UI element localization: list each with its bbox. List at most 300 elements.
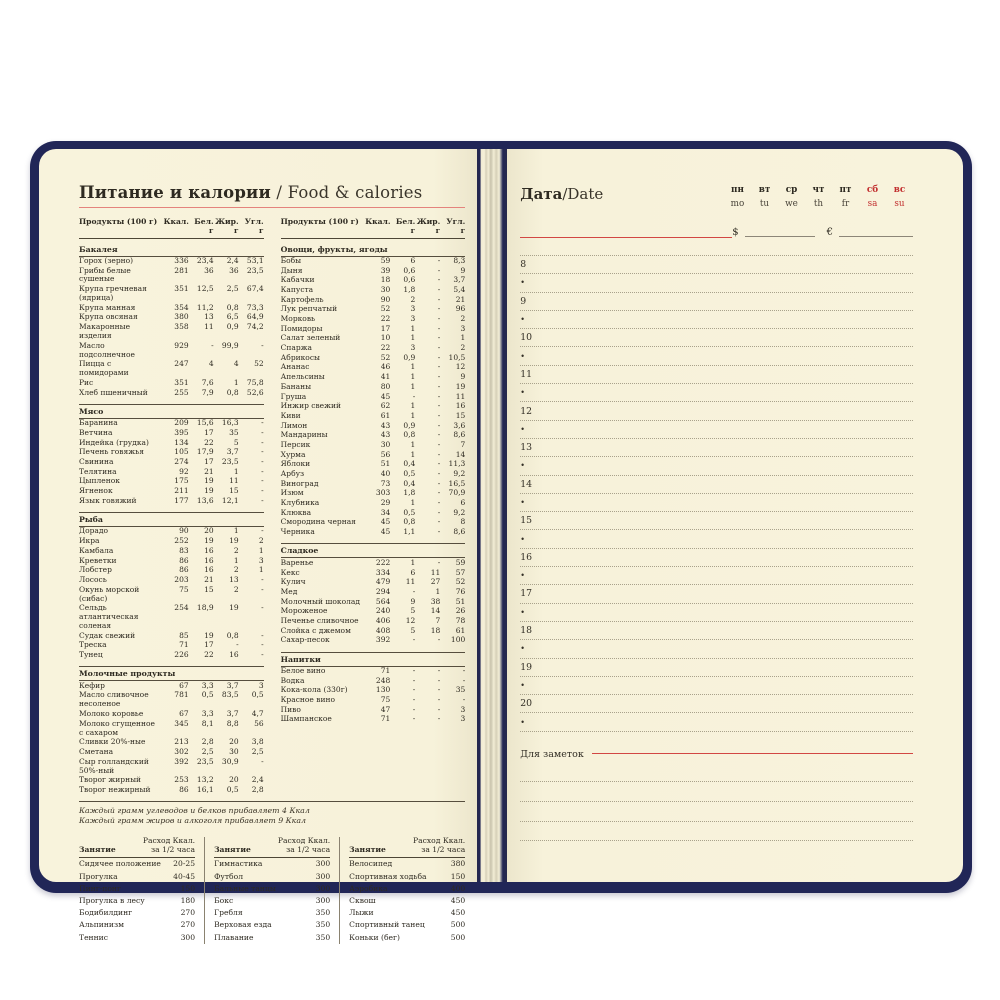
cell-value: - [437,498,441,508]
cell-product: Сливки 20%-ные [79,737,146,747]
cell-value: 18,9 [196,603,214,613]
cell-product: Сыр голландский 50%-ный [79,756,149,775]
table-row [79,285,264,304]
cell-value: 209 [174,418,189,428]
table-row [79,323,264,342]
note-line [520,763,913,783]
cell-value: - [437,469,441,479]
cell-value: - [412,675,416,685]
activity-name: Плавание [214,932,254,942]
cell-value: 7 [460,439,466,449]
cell-value: - [437,666,441,676]
weekday-en: fr [841,199,850,209]
cell-product: Апельсины [280,372,325,382]
cell-product: Творог нежирный [79,784,151,794]
cell-value: - [437,323,441,333]
cell-value: - [437,352,441,362]
cell-value: - [437,304,441,314]
cell-value: 2,5 [201,747,214,757]
cell-value: 41 [380,372,391,382]
cell-product: Инжир свежий [280,401,342,411]
table-row [281,412,466,422]
cell-value: 51 [380,459,391,469]
activity-row [214,883,330,895]
cell-value: 0,9 [226,322,239,332]
cell-value: 0,5 [403,469,416,479]
table-row [281,257,466,267]
rate-col-header [413,837,465,855]
page-title-ru: Питание и калории [79,183,271,202]
cell-value: 1 [460,333,466,343]
activity-col-header: Занятие [214,845,251,855]
half-hour-row: • [520,604,913,622]
hour-row-10: 10 [520,329,913,347]
left-page-food-calories [39,149,477,942]
column-header: Угл. г [446,217,466,235]
date-label-en: /Date [562,185,604,203]
cell-value: 16,1 [196,784,214,794]
cell-value: 56 [380,449,391,459]
cell-value: 3 [258,680,264,690]
weekday-ru: чт [812,185,825,195]
column-header: Жир. г [416,217,441,235]
cell-value: 17 [204,457,214,467]
cell-value: - [437,478,441,488]
cell-value: 406 [375,615,391,625]
weekday-en: su [894,199,905,209]
daily-page-header [520,185,913,209]
cell-value: 43 [380,430,391,440]
cell-product: Сахар-песок [280,635,330,645]
activity-row [349,919,465,931]
cell-value: 52,6 [246,387,264,397]
activity-kcal: 300 [315,896,331,906]
cell-value: - [261,584,264,594]
cell-value: 2,8 [251,784,264,794]
cell-value: 0,5 [251,690,264,700]
cell-value: 1 [410,362,416,372]
cell-value: 19 [204,486,214,496]
activity-kcal: 350 [315,908,331,918]
cell-value: - [261,476,264,486]
cell-value: - [412,391,416,401]
table-row [281,636,466,646]
cell-product: Капуста [280,284,314,294]
cell-value: 247 [174,359,189,369]
hour-row-16: 16 [520,549,913,567]
cell-value: 16,3 [221,418,239,428]
cell-product: Красное вино [280,695,335,705]
cell-value: 392 [375,635,391,645]
activity-name: Сквош [349,896,376,906]
cell-value: 3,7 [226,680,239,690]
cell-value: 1,1 [403,527,416,537]
cell-value: - [437,430,441,440]
food-table-column-2 [281,217,466,795]
activity-group [204,837,339,944]
cell-value: 30 [380,284,391,294]
table-row [281,441,466,451]
weekday-ru: вт [758,185,771,195]
hour-row-8: 8 [520,256,913,274]
cell-product: Водка [280,675,305,685]
table-row [281,344,466,354]
activity-row [79,919,195,931]
cell-value: 2,8 [201,737,214,747]
cell-product: Слойка с джемом [280,625,351,635]
cell-product: Черника [280,527,315,537]
cell-product: Изюм [280,488,304,498]
cell-value: 10,5 [448,352,466,362]
cell-product: Сметана [79,747,114,757]
cell-product: Мед [280,586,298,596]
cell-product: Крупа манная [79,302,136,312]
cell-value: 52 [455,577,466,587]
cell-value: - [437,255,441,265]
cell-value: 1 [435,586,441,596]
cell-value: 21 [455,294,466,304]
cell-value: 1,8 [403,284,416,294]
half-hour-row: • [520,274,913,292]
date-label [520,185,603,203]
cell-value: - [412,586,416,596]
cell-value: - [437,714,441,724]
column-header: Бел. г [194,217,214,235]
weekday-su [886,185,913,209]
cell-value: 1 [258,565,264,575]
cell-value: 8 [460,517,466,527]
cell-value: 19 [229,536,239,546]
cell-product: Кефир [79,680,105,690]
cell-value: 1 [410,449,416,459]
cell-product: Тунец [79,650,103,660]
cell-product: Молоко коровье [79,709,144,719]
table-row [79,757,264,776]
cell-value: 13 [204,312,214,322]
weekday-ru: вс [893,185,906,195]
cell-value: 15 [229,486,239,496]
cell-value: 47 [380,704,391,714]
table-row [79,651,264,661]
cell-product: Молочный шоколад [280,596,360,606]
cell-value: 3,7 [453,275,466,285]
cell-product: Клубника [280,498,320,508]
activity-name: Прогулка в лесу [79,896,145,906]
cell-product: Цыпленок [79,476,120,486]
cell-value: 3 [410,314,416,324]
cell-value: 130 [375,685,391,695]
cell-product: Кабачки [280,275,315,285]
cell-product: Дорадо [79,526,109,536]
half-hour-row: • [520,457,913,475]
cell-product: Виноград [280,478,319,488]
cell-value: 4,7 [251,709,264,719]
cell-product: Икра [79,536,100,546]
cell-value: 0,5 [201,690,214,700]
cell-value: - [437,517,441,527]
activity-kcal: 180 [180,896,196,906]
dollar-amount-line [745,226,815,237]
cell-value: - [261,486,264,496]
cell-value: - [412,685,416,695]
cell-value: - [437,401,441,411]
cell-value: 8,1 [201,718,214,728]
activity-kcal: 500 [450,932,466,942]
cell-value: 45 [380,391,391,401]
note-line [520,802,913,822]
cell-product: Лобстер [79,565,112,575]
cell-value: 5 [233,437,239,447]
cell-value: 64,9 [246,312,264,322]
cell-value: 358 [174,322,189,332]
rate-header-line1: Расход Ккал. [413,835,466,845]
cell-value: 18 [430,625,441,635]
half-hour-row: • [520,567,913,585]
cell-product: Ананас [280,362,310,372]
cell-product: Смородина черная [280,517,356,527]
activity-row [349,871,465,883]
activity-row [79,907,195,919]
cell-product: Треска [79,640,107,650]
activity-kcal: 400 [450,883,466,893]
cell-value: - [437,527,441,537]
cell-value: 71 [380,714,391,724]
cell-value: 67 [179,709,189,719]
cell-product: Шампанское [280,714,332,724]
cell-value: 20 [229,775,239,785]
cell-value: 1 [233,526,239,536]
cell-value: 16,5 [448,478,466,488]
cell-value: 86 [179,565,189,575]
cell-value: 16 [204,545,214,555]
cell-product: Телятина [79,466,117,476]
cell-value: 248 [375,675,391,685]
cell-value: - [261,418,264,428]
rate-col-header [278,837,330,855]
table-row [281,667,466,677]
cell-value: 17 [380,323,391,333]
cell-value: 0,8 [226,302,239,312]
activity-kcal: 350 [315,920,331,930]
right-page-daily [507,149,963,882]
cell-value: 30 [229,747,239,757]
date-entry-line [520,225,732,238]
rate-col-header [143,837,195,855]
cell-value: - [437,265,441,275]
activity-row [214,907,330,919]
cell-value: 30 [380,439,391,449]
cell-value: 86 [179,784,189,794]
cell-value: 8,3 [453,255,466,265]
cell-value: 52 [380,304,391,314]
cell-value: 96 [455,304,466,314]
cell-value: - [261,640,264,650]
cell-value: 18 [380,275,391,285]
table-row [281,696,466,706]
cell-product: Кулич [280,577,306,587]
cell-value: - [437,635,441,645]
table-row [79,341,264,360]
cell-value: 22 [204,650,214,660]
cell-value: 35 [455,685,466,695]
cell-value: 134 [174,437,189,447]
cell-product: Клюква [280,507,312,517]
cell-value: 13 [229,574,239,584]
cell-value: - [437,333,441,343]
footnote-line: Каждый грамм жиров и алкоголя прибавляет 9 Ккал [79,816,306,826]
cell-product: Баранина [79,418,118,428]
cell-value: 294 [375,586,391,596]
cell-value: 0,8 [226,387,239,397]
cell-value: 3 [460,323,466,333]
cell-value: 71 [380,666,391,676]
cell-value: 11 [204,322,214,332]
cell-value: 75 [179,584,189,594]
activity-kcal: 20-25 [173,859,196,869]
cell-value: 35 [229,427,239,437]
cell-value: 380 [174,312,189,322]
rate-header-line1: Расход Ккал. [142,835,196,845]
cell-value: 38 [430,596,441,606]
activity-name: Бодибилдинг [79,908,133,918]
activity-row [349,883,465,895]
activity-name: Прогулка [79,871,118,881]
cell-value: - [437,391,441,401]
cell-value: - [437,343,441,353]
cell-value: 16 [204,565,214,575]
cell-value: 12 [405,615,416,625]
table-row [79,257,264,267]
cell-value: - [437,275,441,285]
half-hour-row: • [520,384,913,402]
weekday-ru: ср [785,185,798,195]
cell-value: - [437,294,441,304]
cell-value: 19 [229,603,239,613]
cell-value: 9 [410,596,416,606]
cell-value: - [462,695,466,705]
weekday-en: th [813,199,824,209]
cell-value: - [261,466,264,476]
cell-value: 11,3 [448,459,466,469]
cell-value: 3,8 [251,737,264,747]
column-header: Бел. г [395,217,416,235]
cell-value: 23,5 [221,457,239,467]
cell-value: 0,5 [226,784,239,794]
table-row [79,266,264,285]
cell-product: Пицца с помидорами [79,359,129,378]
cell-value: 1 [410,323,416,333]
cell-value: 17 [204,640,214,650]
cell-value: 392 [174,756,189,766]
activity-row [214,932,330,944]
cell-value: 23,5 [246,265,264,275]
notes-red-rule [592,753,913,754]
cell-value: 99,9 [221,340,239,350]
hour-row-9: 9 [520,293,913,311]
cell-value: 34 [380,507,391,517]
cell-value: 3,3 [201,709,214,719]
euro-amount-line [839,226,913,237]
weekday-en: we [785,199,798,209]
cell-value: 19 [204,536,214,546]
weekday-ru: пт [839,185,852,195]
cell-value: 23,4 [196,255,214,265]
activity-row [79,932,195,944]
hour-row-13: 13 [520,439,913,457]
activity-name: Пинг-понг [79,883,121,893]
activity-name: Гребля [214,908,243,918]
weekday-ru: пн [731,185,744,195]
cell-value: 2,5 [226,284,239,294]
rate-header-line2: за 1/2 часа [286,844,331,854]
cell-value: 59 [380,255,391,265]
activity-kcal: 500 [450,920,466,930]
cell-value: 1 [410,333,416,343]
cell-value: - [261,495,264,505]
cell-value: 12,5 [196,284,214,294]
cell-value: 15 [204,584,214,594]
hour-row-20: 20 [520,695,913,713]
table-row [281,315,466,325]
hourly-schedule [520,255,913,732]
cell-value: 21 [204,466,214,476]
cell-value: 564 [375,596,391,606]
table-row [281,499,466,509]
cell-value: 26 [455,606,466,616]
cell-product: Сельдь атлантическая соленая [79,603,139,631]
rate-header-line1: Расход Ккал. [277,835,331,845]
cell-value: 36 [229,265,239,275]
cell-value: 14 [430,606,441,616]
cell-value: 36 [204,265,214,275]
cell-value: 8,6 [453,527,466,537]
cell-value: 46 [380,362,391,372]
activity-col-header: Занятие [349,845,386,855]
cell-value: - [437,488,441,498]
cell-value: - [437,459,441,469]
activity-name: Бальные танцы [214,883,276,893]
cell-value: - [437,420,441,430]
cell-value: 75 [380,695,391,705]
cell-value: 19 [204,476,214,486]
activity-kcal: 150 [180,883,196,893]
column-header: Жир. г [215,217,239,235]
cell-value: 3,7 [226,709,239,719]
cell-value: 8,8 [226,718,239,728]
calorie-footnotes [79,806,465,826]
cell-value: - [437,381,441,391]
cell-value: 11,2 [196,302,214,312]
cell-value: 17 [204,427,214,437]
half-hour-row: • [520,640,913,658]
cell-product: Белое вино [280,666,326,676]
cell-value: 345 [174,718,189,728]
cell-value: 40 [380,469,391,479]
table-row [281,588,466,598]
activity-row [214,871,330,883]
cell-value: 51 [455,596,466,606]
cell-product: Пиво [280,704,301,714]
cell-value: 27 [430,577,441,587]
cell-value: 9 [460,372,466,382]
cell-value: 0,4 [403,478,416,488]
cell-value: - [412,695,416,705]
hour-row-18: 18 [520,622,913,640]
cell-value: 85 [179,630,189,640]
activity-row [214,858,330,870]
activity-row [349,858,465,870]
cell-value: 22 [380,343,391,353]
